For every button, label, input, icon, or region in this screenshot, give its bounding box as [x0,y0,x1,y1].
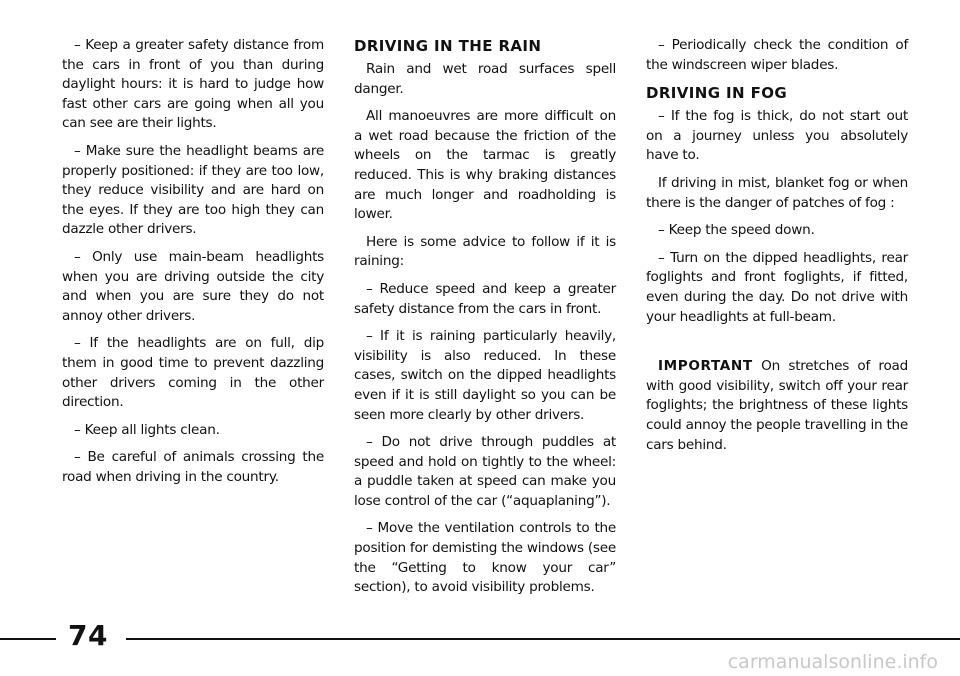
paragraph: – Only use main-beam headlights when you are driving outside the city and when you are sure they do not annoy other drivers. [62,248,324,324]
important-text: On stretches of road with good visibility, switch off your rear foglights; the brightness of these lights could annoy the people travelling in the cars behind. [646,358,908,453]
important-label: IMPORTANT [658,358,753,375]
section-heading-fog: DRIVING IN FOG [646,84,788,103]
paragraph: – If the fog is thick, do not start out on a journey unless you absolutely have to. [646,108,908,164]
spacer [646,335,908,357]
footer-rule-right [126,638,960,640]
text-column-right [646,36,908,463]
page-number: 74 [68,619,108,652]
paragraph: All manoeuvres are more difficult on a wet road because the friction of the wheels on the tarmac is greatly reduced. This is why braking distances are much longer and roadholding is lower. [354,108,616,223]
section-heading-rain: DRIVING IN THE RAIN [354,37,542,55]
paragraph: – Turn on the dipped headlights, rear foglights and front foglights, if fitted, even during the day. Do not drive with your headlights at full-beam. [646,249,908,325]
paragraph: If driving in mist, blanket fog or when there is the danger of patches of fog : [646,174,908,211]
watermark-text: carmanualsonline.info [727,651,938,673]
footer-rule-left [0,638,56,640]
paragraph: – Keep a greater safety distance from the cars in front of you than during daylight hours: it is hard to judge how fast other cars are going when all you can see are their lights. [62,37,324,132]
paragraph: – Make sure the headlight beams are properly positioned: if they are too low, they reduce visibility and are hard on the eyes. If they are too high they can dazzle other drivers. [62,142,324,238]
paragraph: – If it is raining particularly heavily, visibility is also reduced. In these cases, switch on the dipped headlights even if it is still daylight so you can be seen more clearly by other drivers. [354,328,616,423]
paragraph: Rain and wet road surfaces spell danger. [354,61,616,97]
text-column-middle [354,36,616,606]
paragraph: – Be careful of animals crossing the road when driving in the country. [62,449,324,485]
paragraph: – Do not drive through puddles at speed and hold on tightly to the wheel: a puddle taken at speed can make you lose control of the car (“aquaplaning”). [354,434,616,509]
text-column-left [62,36,324,495]
paragraph: – Keep the speed down. [658,222,815,239]
important-note [646,357,908,455]
paragraph: – Periodically check the condition of the windscreen wiper blades. [646,37,908,73]
paragraph: – Reduce speed and keep a greater safety distance from the cars in front. [354,280,616,317]
paragraph: Here is some advice to follow if it is raining: [354,233,616,270]
paragraph: – If the headlights are on full, dip them in good time to prevent dazzling other drivers coming in the other direction. [62,335,324,411]
paragraph: – Keep all lights clean. [74,421,220,438]
paragraph: – Move the ventilation controls to the position for demisting the windows (see the “Getting to know your car” section), to avoid visibility problems. [354,520,616,596]
